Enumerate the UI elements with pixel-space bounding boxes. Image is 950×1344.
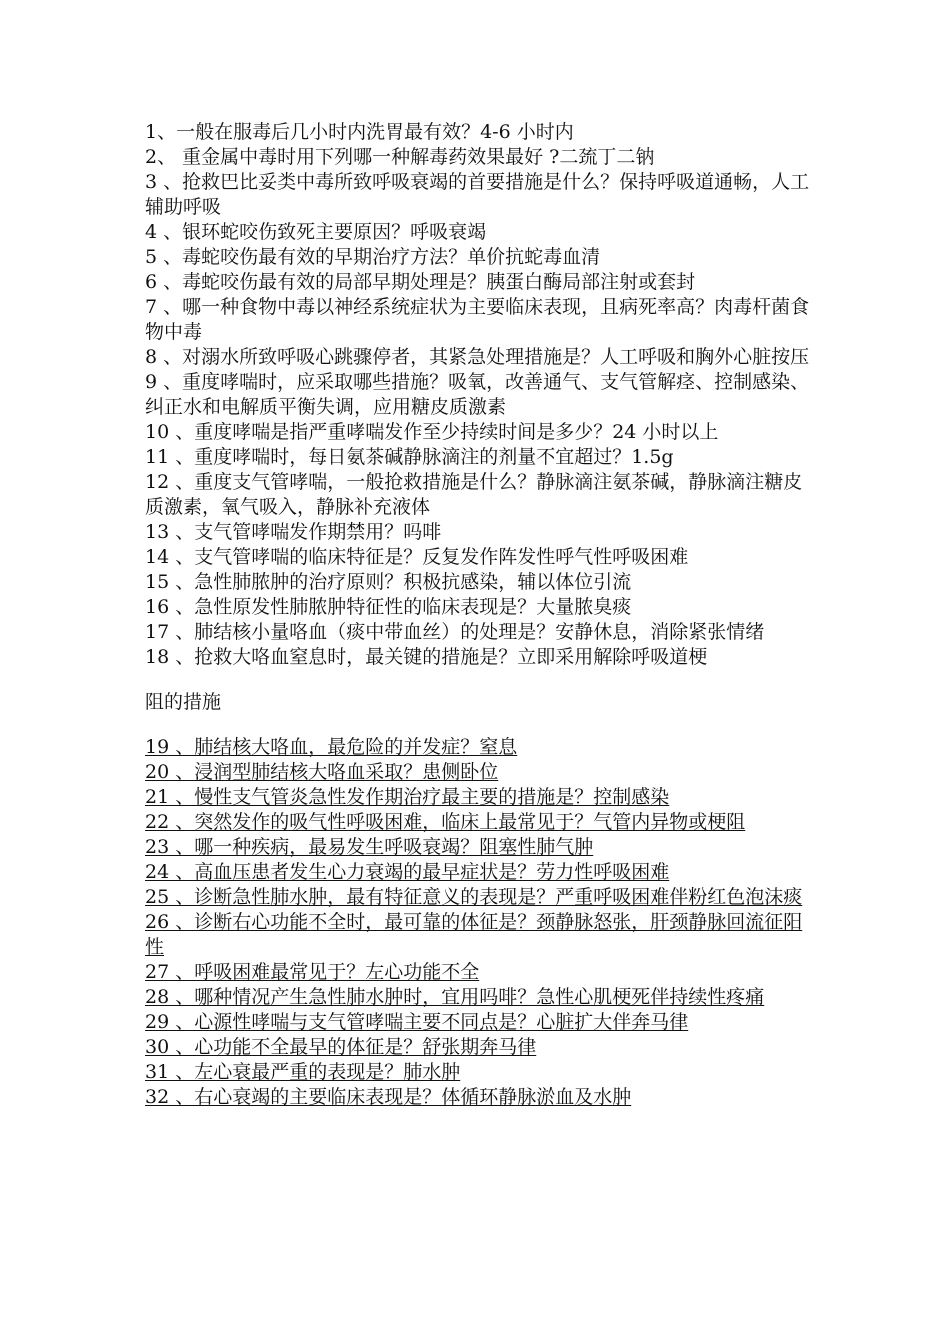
question-15: 15 、急性肺脓肿的治疗原则？积极抗感染，辅以体位引流 [145,571,632,593]
question-29: 29 、心源性哮喘与支气管哮喘主要不同点是？心脏扩大伴奔马律 [145,1011,689,1033]
question-32: 32 、右心衰竭的主要临床表现是？体循环静脉淤血及水肿 [145,1086,632,1108]
question-31: 31 、左心衰最严重的表现是？肺水肿 [145,1061,461,1083]
question-5: 5 、毒蛇咬伤最有效的早期治疗方法？单价抗蛇毒血清 [145,246,601,268]
question-24: 24 、高血压患者发生心力衰竭的最早症状是？劳力性呼吸困难 [145,861,670,883]
question-20: 20 、浸润型肺结核大咯血采取？患侧卧位 [145,761,499,783]
question-10: 10 、重度哮喘是指严重哮喘发作至少持续时间是多少？24 小时以上 [145,421,719,443]
question-25: 25 、诊断急性肺水肿，最有特征意义的表现是？严重呼吸困难伴粉红色泡沫痰 [145,886,803,908]
question-11: 11 、重度哮喘时，每日氨茶碱静脉滴注的剂量不宜超过？1.5g [145,446,674,468]
question-2: 2、 重金属中毒时用下列哪一种解毒药效果最好 ?二巯丁二钠 [145,146,655,168]
question-8: 8 、对溺水所致呼吸心跳骤停者，其紧急处理措施是？人工呼吸和胸外心脏按压 [145,346,810,368]
question-28: 28 、哪种情况产生急性肺水肿时，宜用吗啡？急性心肌梗死伴持续性疼痛 [145,986,765,1008]
question-6: 6 、毒蛇咬伤最有效的局部早期处理是？胰蛋白酶局部注射或套封 [145,271,696,293]
question-7: 7 、哪一种食物中毒以神经系统症状为主要临床表现，且病死率高？肉毒杆菌食物中毒 [145,296,810,343]
question-27: 27 、呼吸困难最常见于？左心功能不全 [145,961,480,983]
question-4: 4 、银环蛇咬伤致死主要原因？呼吸衰竭 [145,221,487,243]
question-9: 9 、重度哮喘时，应采取哪些措施？吸氧，改善通气、支气管解痉、控制感染、纠正水和电解质平衡失调，应用糖皮质激素 [145,371,810,418]
question-1: 1、一般在服毒后几小时内洗胃最有效？4-6 小时内 [145,121,574,143]
question-3: 3 、抢救巴比妥类中毒所致呼吸衰竭的首要措施是什么？保持呼吸道通畅，人工辅助呼吸 [145,171,810,218]
question-30: 30 、心功能不全最早的体征是？舒张期奔马律 [145,1036,537,1058]
document-body [145,120,815,1110]
question-13: 13 、支气管哮喘发作期禁用？吗啡 [145,521,442,543]
question-26: 26 、诊断右心功能不全时，最可靠的体征是？颈静脉怒张，肝颈静脉回流征阳性 [145,911,803,958]
question-18-continuation: 阻的措施 [145,691,222,713]
question-16: 16 、急性原发性肺脓肿特征性的临床表现是？大量脓臭痰 [145,596,632,618]
question-12: 12 、重度支气管哮喘，一般抢救措施是什么？静脉滴注氨茶碱，静脉滴注糖皮质激素，氧气吸入，静脉补充液体 [145,471,803,518]
question-23: 23 、哪一种疾病，最易发生呼吸衰竭？阻塞性肺气肿 [145,836,594,858]
question-19: 19 、肺结核大咯血，最危险的并发症？窒息 [145,736,518,758]
question-21: 21 、慢性支气管炎急性发作期治疗最主要的措施是？控制感染 [145,786,670,808]
question-22: 22 、突然发作的吸气性呼吸困难，临床上最常见于？气管内异物或梗阻 [145,811,746,833]
question-18: 18 、抢救大咯血窒息时，最关键的措施是？立即采用解除呼吸道梗 [145,646,708,668]
question-14: 14 、支气管哮喘的临床特征是？反复发作阵发性呼气性呼吸困难 [145,546,689,568]
question-17: 17 、肺结核小量咯血（痰中带血丝）的处理是？安静休息，消除紧张情绪 [145,621,765,643]
